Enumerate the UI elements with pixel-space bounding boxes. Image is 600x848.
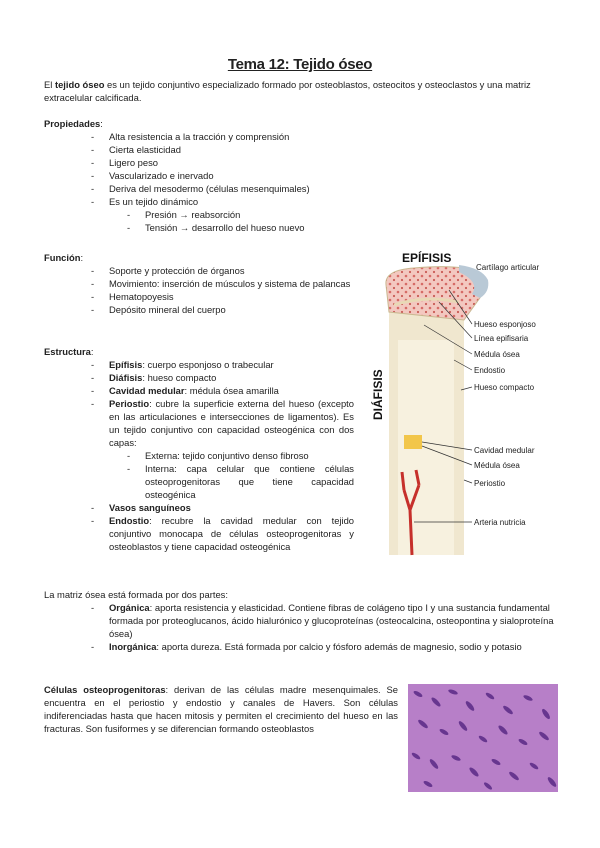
list-item: - Externa: tejido conjuntivo denso fibroso (127, 449, 354, 462)
list-item: - Tensión → desarrollo del hueso nuevo (127, 221, 364, 234)
list-item: - Periostio: cubre la superficie externa del hueso (excepto en las articulaciones e intersecciones de ligamentos). Es un tejido conjuntivo con capacidad osteogénica con dos capas: - Externa: tejido conjuntivo denso fibroso - Interna: capa celular que contiene células osteoprogenitoras que tiene capacidad osteogénica (91, 397, 354, 501)
section-propiedades: Propiedades: - Alta resistencia a la tracción y comprensión - Cierta elasticidad - Ligero peso - Vascularizado e inervado - Deriva del mesodermo (células mesenquimales) - Es un tejido dinámico - Presión → reabsorción - Tensión → desarrollo del hueso nuevo (44, 117, 364, 234)
list-item: - Movimiento: inserción de músculos y sistema de palancas (91, 277, 354, 290)
page-title: Tema 12: Tejido óseo (227, 56, 373, 73)
periostio-sublist (127, 449, 354, 501)
list-item: - Presión → reabsorción (127, 208, 364, 221)
diafisis-label: DIÁFISIS (371, 369, 385, 420)
list-item: - Epífisis: cuerpo esponjoso o trabecular (91, 358, 354, 371)
list-item: - Vasos sanguíneos (91, 501, 354, 514)
list-item: - Cierta elasticidad (91, 143, 364, 156)
celulas-paragraph: Células osteoprogenitoras: derivan de las células madre mesenquimales. Se encuentra en el periostio y endostio y canales de Havers. Son células indiferenciadas hasta que hacen mitosis y permiten el crecimiento del hueso en las fracturas. Son fusiformes y se diferencian formando osteoblastos (44, 684, 398, 734)
list-item: - Cavidad medular: médula ósea amarilla (91, 384, 354, 397)
list-item: - Hematopoyesis (91, 290, 354, 303)
section-matriz (44, 588, 566, 653)
list-item: - Es un tejido dinámico (91, 195, 364, 208)
list-item: - Orgánica: aporta resistencia y elasticidad. Contiene fibras de colágeno tipo I y una sustancia fundamental formada por proteoglucanos, ácido hialurónico y glucoproteínas (osteocalcina, osteopontina y sialoproteína ósea) (91, 601, 566, 640)
bone-diagram (364, 250, 564, 560)
estructura-list (91, 358, 354, 553)
section-funcion: Función: - Soporte y protección de órganos - Movimiento: inserción de músculos y sistema de palancas - Hematopoyesis - Depósito mineral del cuerpo (44, 251, 354, 316)
label-hueso-esponjoso: Hueso esponjoso (474, 320, 536, 329)
epifisis-label: EPÍFISIS (402, 251, 452, 265)
propiedades-sublist (127, 208, 364, 234)
label-cavidad-medular: Cavidad medular (474, 446, 535, 455)
label-arteria-nutricia: Arteria nutricia (474, 518, 526, 527)
propiedades-list (91, 130, 364, 208)
list-item: - Vascularizado e inervado (91, 169, 364, 182)
yellow-marrow (404, 435, 422, 449)
list-item: - Deriva del mesodermo (células mesenquimales) (91, 182, 364, 195)
intro-paragraph: El tejido óseo es un tejido conjuntivo especializado formado por osteoblastos, osteocitos y osteoclastos y una matriz extracelular calcificada. (44, 79, 531, 103)
section-estructura: Estructura: - Epífisis: cuerpo esponjoso o trabecular - Diáfisis: hueso compacto - Cavidad medular: médula ósea amarilla - Periostio: cubre la superficie externa del hueso (excepto en las articulaciones e intersecciones de ligamentos). Es un tejido conjuntivo con capacidad osteogénica con dos capas: - Externa: tejido conjuntivo denso fibroso - Interna: capa celular que contiene células osteoprogenitoras que tiene capacidad osteogénica - Vasos sanguíneos - Endostio: recubre la cavidad medular con tejido conjuntivo monocapa de células osteoprogenitoras y osteoblastos y tiene capacidad osteogénica (44, 345, 354, 553)
list-item: - Depósito mineral del cuerpo (91, 303, 354, 316)
label-cartilago: Cartílago articular (476, 263, 540, 272)
propiedades-heading: Propiedades (44, 118, 101, 129)
funcion-list (91, 264, 354, 316)
list-item: - Inorgánica: aporta dureza. Está formada por calcio y fósforo además de magnesio, sodio y potasio (91, 640, 566, 653)
micrograph-image (408, 684, 558, 792)
list-item: - Diáfisis: hueso compacto (91, 371, 354, 384)
list-item: - Soporte y protección de órganos (91, 264, 354, 277)
list-item: - Alta resistencia a la tracción y comprensión (91, 130, 364, 143)
funcion-heading: Función (44, 252, 81, 263)
list-item: - Endostio: recubre la cavidad medular con tejido conjuntivo monocapa de células osteoprogenitoras y osteoblastos y tiene capacidad osteogénica (91, 514, 354, 553)
list-item: - Interna: capa celular que contiene células osteoprogenitoras que tiene capacidad osteogénica (127, 462, 354, 501)
label-hueso-compacto: Hueso compacto (474, 383, 535, 392)
label-medula-osea: Médula ósea (474, 350, 520, 359)
matriz-intro: La matriz ósea está formada por dos partes: (44, 589, 228, 600)
label-periostio: Periostio (474, 479, 506, 488)
label-endostio: Endostio (474, 366, 506, 375)
label-linea-epifisaria: Línea epifisaria (474, 334, 529, 343)
list-item: - Ligero peso (91, 156, 364, 169)
matriz-list (91, 601, 566, 653)
estructura-heading: Estructura (44, 346, 91, 357)
label-medula-osea-2: Médula ósea (474, 461, 520, 470)
